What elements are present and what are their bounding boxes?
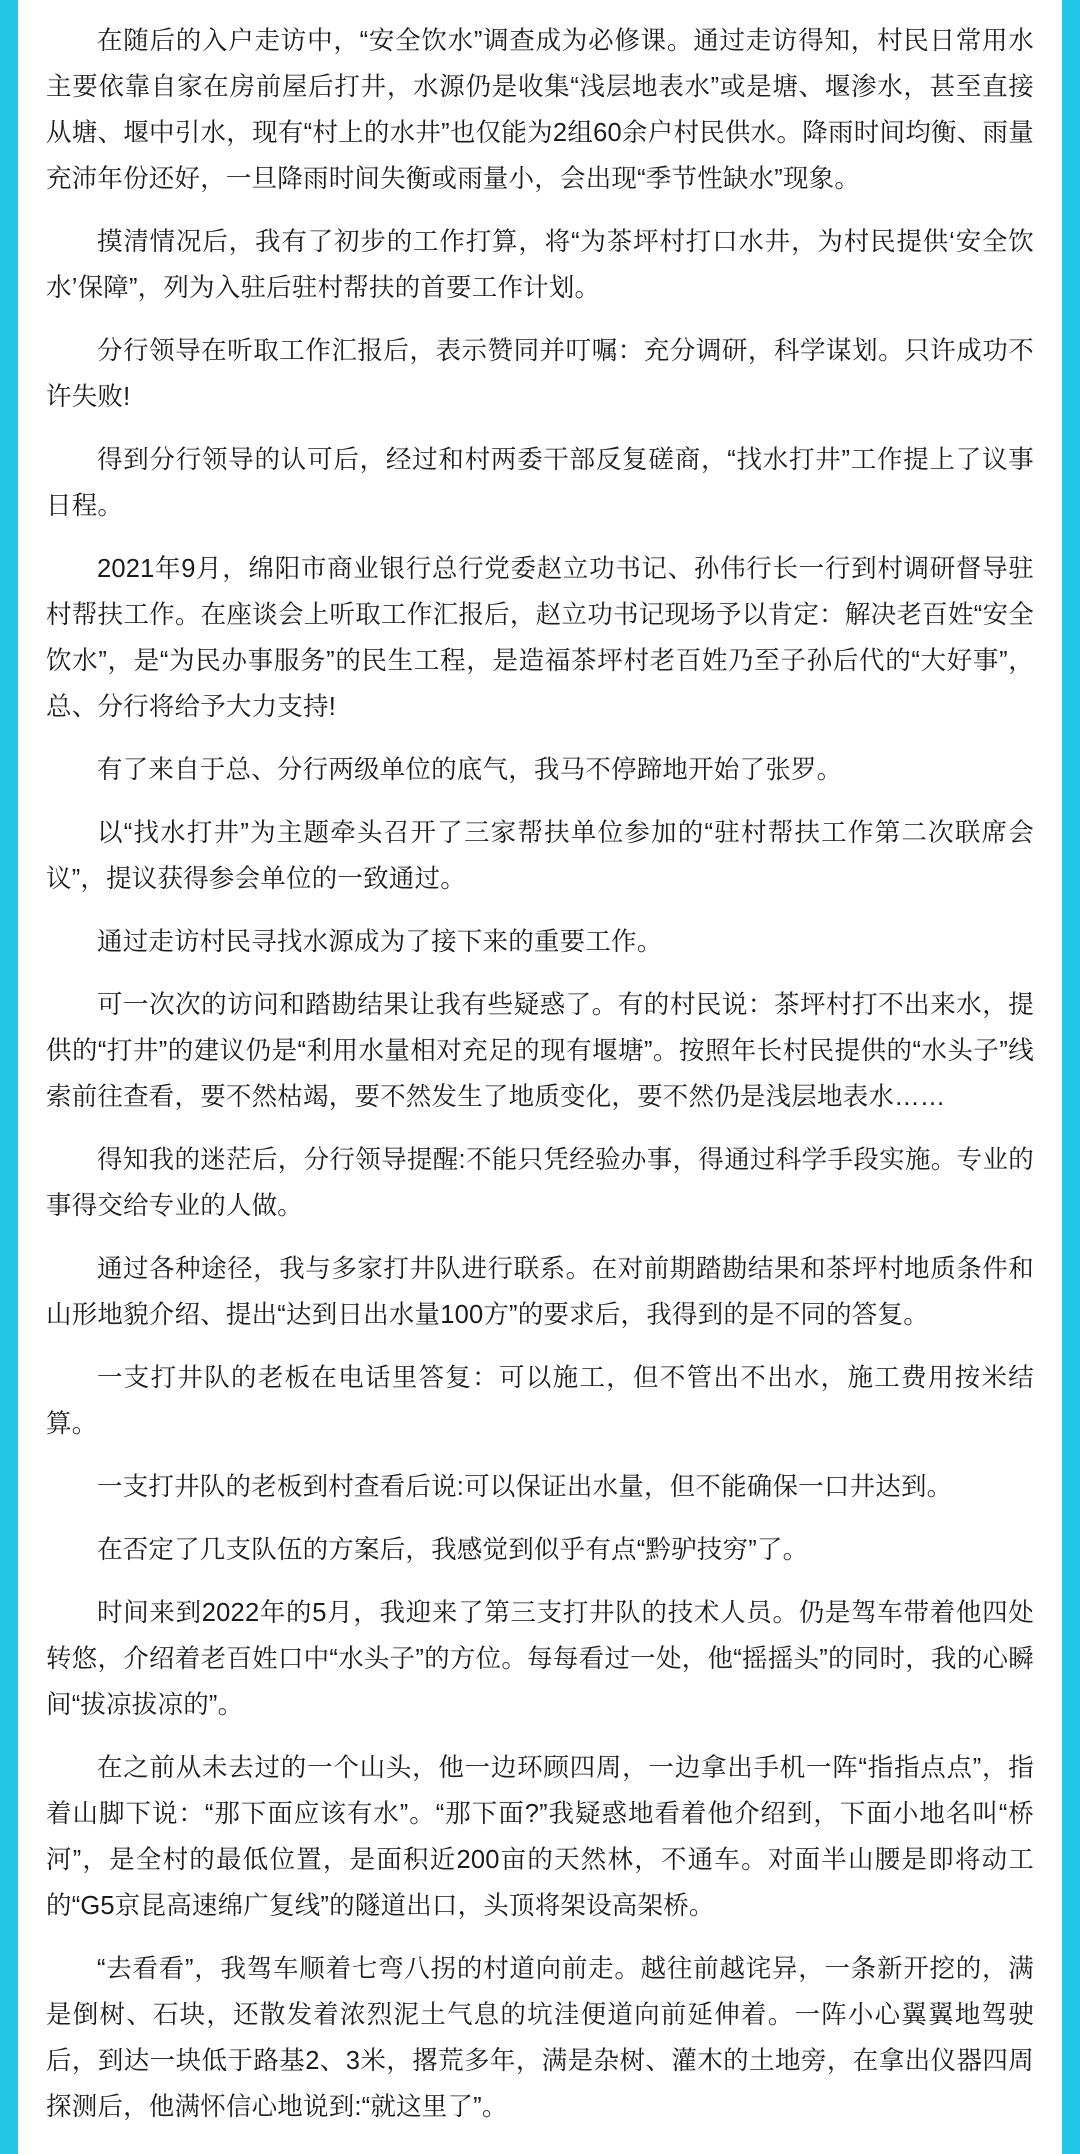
paragraph: 可一次次的访问和踏勘结果让我有些疑惑了。有的村民说：茶坪村打不出来水，提供的“打井”的建议仍是“利用水量相对充足的现有堰塘”。按照年长村民提供的“水头子”线索前往查看，要不然枯竭，要不然发生了地质变化，要不然仍是浅层地表水…… [46, 991, 1034, 1111]
paragraph: 分行领导在听取工作汇报后，表示赞同并叮嘱：充分调研，科学谋划。只许成功不许失败! [46, 337, 1034, 411]
paragraph: 通过走访村民寻找水源成为了接下来的重要工作。 [97, 928, 663, 956]
paragraph: 时间来到2022年的5月，我迎来了第三支打井队的技术人员。仍是驾车带着他四处转悠，介绍着老百姓口中“水头子”的方位。每每看过一处，他“摇摇头”的同时，我的心瞬间“拔凉拔凉的”。 [46, 1599, 1034, 1719]
paragraph: 通过各种途径，我与多家打井队进行联系。在对前期踏勘结果和茶坪村地质条件和山形地貌介绍、提出“达到日出水量100方”的要求后，我得到的是不同的答复。 [46, 1255, 1034, 1329]
paragraph: 在随后的入户走访中，“安全饮水”调查成为必修课。通过走访得知，村民日常用水主要依靠自家在房前屋后打井，水源仍是收集“浅层地表水”或是塘、堰渗水，甚至直接从塘、堰中引水，现有“村上的水井”也仅能为2组60余户村民供水。降雨时间均衡、雨量充沛年份还好，一旦降雨时间失衡或雨量小，会出现“季节性缺水”现象。 [46, 27, 1034, 193]
paragraph: 摸清情况后，我有了初步的工作打算，将“为茶坪村打口水井，为村民提供‘安全饮水’保障”，列为入驻后驻村帮扶的首要工作计划。 [46, 228, 1034, 302]
paragraph: 一支打井队的老板到村查看后说:可以保证出水量，但不能确保一口井达到。 [97, 1473, 953, 1501]
paragraph: 以“找水打井”为主题牵头召开了三家帮扶单位参加的“驻村帮扶工作第二次联席会议”，提议获得参会单位的一致通过。 [46, 819, 1034, 893]
left-decorative-rail [0, 0, 18, 2154]
paragraph: 在否定了几支队伍的方案后，我感觉到似乎有点“黔驴技穷”了。 [97, 1536, 809, 1564]
paragraph: 得知我的迷茫后，分行领导提醒:不能只凭经验办事，得通过科学手段实施。专业的事得交给专业的人做。 [46, 1146, 1034, 1220]
paragraph: 在之前从未去过的一个山头，他一边环顾四周，一边拿出手机一阵“指指点点”，指着山脚下说：“那下面应该有水”。“那下面?”我疑惑地看着他介绍到，下面小地名叫“桥河”，是全村的最低位置，是面积近200亩的天然林，不通车。对面半山腰是即将动工的“G5京昆高速绵广复线”的隧道出口，头顶将架设高架桥。 [46, 1754, 1034, 1920]
paragraph: “去看看”，我驾车顺着七弯八拐的村道向前走。越往前越诧异，一条新开挖的，满是倒树、石块，还散发着浓烈泥土气息的坑洼便道向前延伸着。一阵小心翼翼地驾驶后，到达一块低于路基2、3米，撂荒多年，满是杂树、灌木的土地旁，在拿出仪器四周探测后，他满怀信心地说到:“就这里了”。 [46, 1955, 1034, 2121]
paragraph: 一支打井队的老板在电话里答复：可以施工，但不管出不出水，施工费用按米结算。 [46, 1364, 1034, 1438]
right-decorative-rail [1062, 0, 1080, 2154]
article-body [46, 18, 1034, 2130]
paragraph: 有了来自于总、分行两级单位的底气，我马不停蹄地开始了张罗。 [97, 756, 843, 784]
paragraph: 得到分行领导的认可后，经过和村两委干部反复磋商，“找水打井”工作提上了议事日程。 [46, 446, 1034, 520]
paragraph: 2021年9月，绵阳市商业银行总行党委赵立功书记、孙伟行长一行到村调研督导驻村帮扶工作。在座谈会上听取工作汇报后，赵立功书记现场予以肯定：解决老百姓“安全饮水”，是“为民办事服务”的民生工程，是造福茶坪村老百姓乃至子孙后代的“大好事”，总、分行将给予大力支持! [46, 555, 1034, 721]
